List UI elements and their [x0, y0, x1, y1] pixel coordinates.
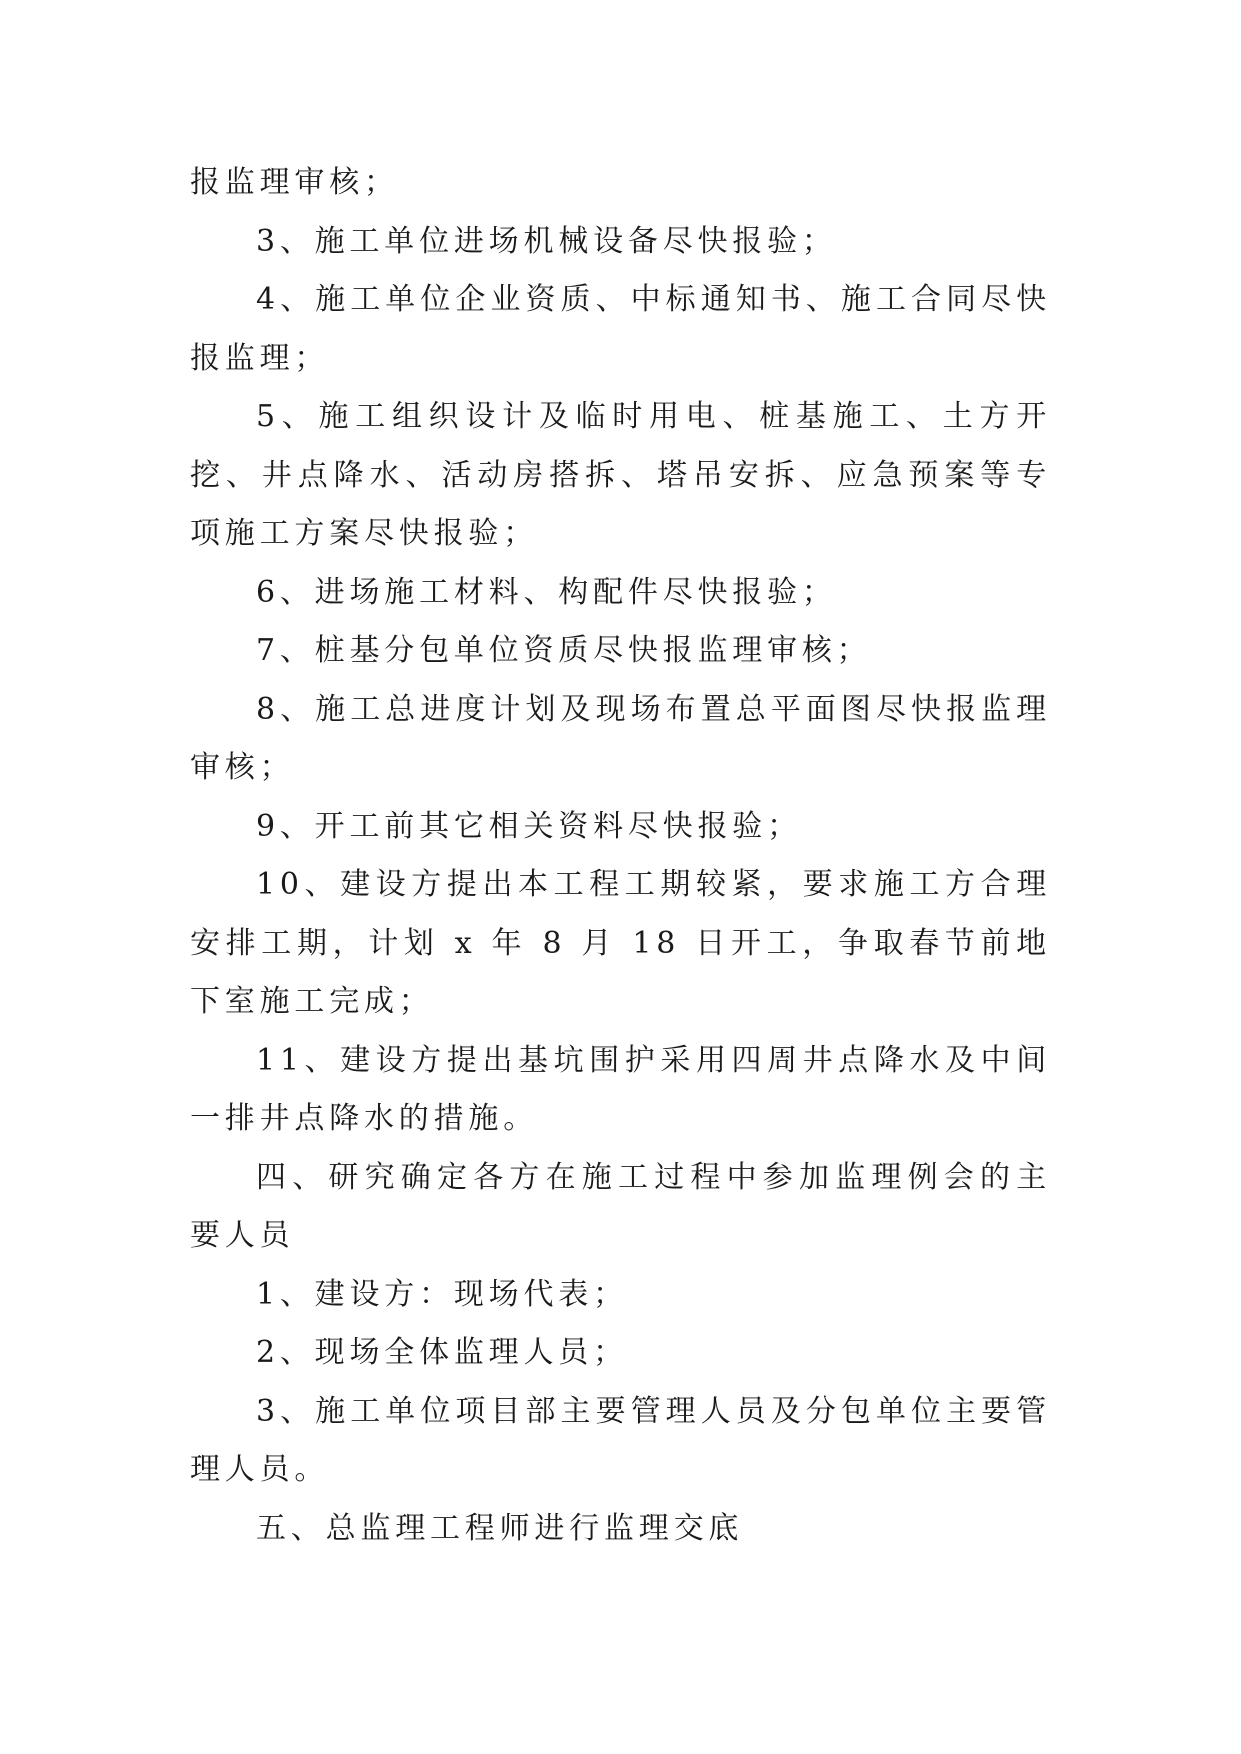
section-heading-5: 五、总监理工程师进行监理交底 — [256, 1510, 744, 1546]
paragraph-item-9: 9、开工前其它相关资料尽快报验； — [256, 808, 802, 844]
paragraph-item-6: 6、进场施工材料、构配件尽快报验； — [256, 574, 837, 610]
document-body — [190, 154, 1051, 1558]
paragraph-attendee-1: 1、建设方：现场代表； — [256, 1276, 628, 1312]
paragraph-continuation: 报监理审核； — [190, 165, 399, 200]
paragraph-attendee-3: 3、施工单位项目部主要管理人员及分包单位主要管理人员。 — [190, 1393, 1051, 1487]
paragraph-item-5: 5、施工组织设计及临时用电、桩基施工、土方开挖、井点降水、活动房搭拆、塔吊安拆、应急预案等专项施工方案尽快报验； — [190, 399, 1051, 551]
section-heading-4: 四、研究确定各方在施工过程中参加监理例会的主要人员 — [190, 1159, 1051, 1253]
paragraph-item-11: 11、建设方提出基坑围护采用四周井点降水及中间一排井点降水的措施。 — [190, 1042, 1051, 1136]
paragraph-item-7: 7、桩基分包单位资质尽快报监理审核； — [256, 633, 872, 668]
paragraph-item-3: 3、施工单位进场机械设备尽快报验； — [256, 223, 837, 259]
paragraph-item-10: 10、建设方提出本工程工期较紧，要求施工方合理安排工期，计划 x 年 8 月 18 日开工，争取春节前地下室施工完成； — [190, 867, 1051, 1019]
paragraph-attendee-2: 2、现场全体监理人员； — [256, 1335, 628, 1370]
paragraph-item-4: 4、施工单位企业资质、中标通知书、施工合同尽快报监理； — [190, 282, 1051, 376]
paragraph-item-8: 8、施工总进度计划及现场布置总平面图尽快报监理审核； — [190, 691, 1051, 785]
